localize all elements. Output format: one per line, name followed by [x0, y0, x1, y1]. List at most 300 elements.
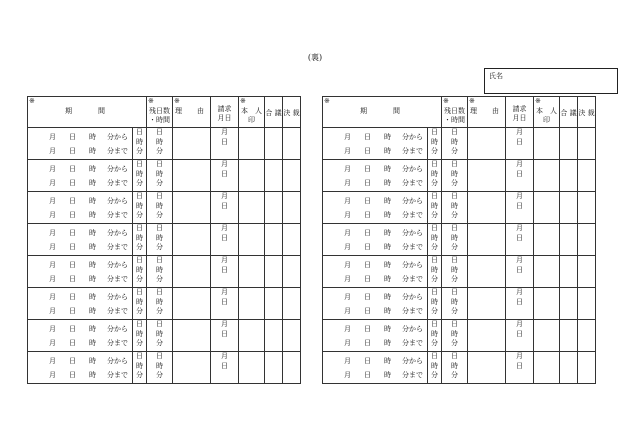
remaining-cell[interactable] [147, 288, 173, 320]
period-month-label: 月 [49, 147, 56, 155]
remaining-day-label: 日 [156, 352, 163, 360]
period-month-label: 月 [49, 325, 56, 333]
remaining-min-label: 分 [156, 243, 163, 251]
remaining-day-label: 日 [156, 224, 163, 232]
duration-cell[interactable] [133, 256, 147, 288]
reason-cell[interactable] [468, 320, 506, 352]
period-month-label: 月 [49, 165, 56, 173]
period-hour-label: 時 [89, 211, 96, 219]
table-row [28, 160, 301, 192]
remaining-day-label: 日 [451, 128, 458, 136]
duration-cell[interactable] [428, 256, 442, 288]
consult-cell[interactable] [265, 224, 283, 256]
reason-cell[interactable] [468, 224, 506, 256]
duration-day-label: 日 [136, 352, 143, 360]
request-date-cell[interactable] [211, 320, 239, 352]
remaining-cell[interactable] [442, 288, 468, 320]
duration-day-label: 日 [431, 256, 438, 264]
reason-header [468, 97, 506, 128]
duration-cell[interactable] [133, 288, 147, 320]
duration-hour-label: 時 [136, 169, 143, 178]
request-month-label: 月 [221, 160, 228, 168]
period-hour-label: 時 [384, 307, 391, 315]
period-hour-label: 時 [384, 357, 391, 365]
reason-cell[interactable] [468, 288, 506, 320]
remaining-min-label: 分 [451, 307, 458, 315]
request-header-label: 請求 [512, 105, 527, 113]
duration-cell[interactable] [428, 288, 442, 320]
period-cell[interactable] [323, 128, 428, 160]
request-date-cell[interactable] [211, 352, 239, 384]
remaining-min-label: 分 [451, 339, 458, 347]
period-hour-label: 時 [384, 133, 391, 141]
duration-day-label: 日 [136, 128, 143, 136]
self-seal-cell[interactable] [239, 256, 265, 288]
consult-cell[interactable] [560, 352, 578, 384]
duration-cell[interactable] [133, 192, 147, 224]
duration-min-label: 分 [431, 371, 438, 379]
request-date-cell[interactable] [211, 160, 239, 192]
period-month-label: 月 [49, 229, 56, 237]
period-day-label: 日 [364, 357, 371, 365]
period-hour-label: 時 [384, 293, 391, 301]
duration-day-label: 日 [431, 320, 438, 328]
period-from-label: 分から [402, 165, 423, 173]
reason-cell[interactable] [173, 224, 211, 256]
duration-cell[interactable] [428, 320, 442, 352]
period-day-label: 日 [364, 339, 371, 347]
self-seal-header-sub: 印 [543, 116, 550, 124]
period-hour-label: 時 [384, 197, 391, 205]
duration-day-label: 日 [136, 288, 143, 296]
period-until-label: 分まで [107, 339, 128, 347]
request-header-label: 請求 [217, 105, 232, 113]
consult-header [560, 97, 578, 128]
consult-cell[interactable] [265, 192, 283, 224]
table-row [323, 128, 596, 160]
remaining-header-label: 残日数 [444, 107, 465, 115]
request-day-label: 日 [516, 233, 523, 242]
self-seal-header [534, 97, 560, 128]
reason-cell[interactable] [468, 160, 506, 192]
approve-cell[interactable] [283, 320, 301, 352]
remaining-cell[interactable] [147, 352, 173, 384]
self-seal-cell[interactable] [534, 288, 560, 320]
period-day-label: 日 [69, 275, 76, 283]
remaining-header-label: 残日数 [149, 107, 170, 115]
period-cell[interactable] [28, 256, 133, 288]
remaining-min-label: 分 [156, 339, 163, 347]
duration-hour-label: 時 [431, 233, 438, 242]
period-cell[interactable] [28, 352, 133, 384]
period-hour-label: 時 [89, 293, 96, 301]
request-month-label: 月 [516, 160, 523, 168]
consult-cell[interactable] [560, 128, 578, 160]
duration-cell[interactable] [133, 224, 147, 256]
consult-cell[interactable] [265, 288, 283, 320]
period-hour-label: 時 [89, 371, 96, 379]
request-date-cell[interactable] [506, 256, 534, 288]
request-date-cell[interactable] [211, 192, 239, 224]
self-seal-cell[interactable] [534, 128, 560, 160]
period-header-label: 期 間 [360, 107, 404, 115]
period-day-label: 日 [364, 275, 371, 283]
duration-cell[interactable] [133, 352, 147, 384]
approve-cell[interactable] [283, 128, 301, 160]
remaining-day-label: 日 [451, 192, 458, 200]
remaining-cell[interactable] [147, 320, 173, 352]
remaining-cell[interactable] [147, 224, 173, 256]
duration-hour-label: 時 [136, 361, 143, 370]
request-date-cell[interactable] [211, 224, 239, 256]
reason-cell[interactable] [468, 256, 506, 288]
consult-header [265, 97, 283, 128]
remaining-hour-label: 時 [156, 361, 163, 370]
approve-cell[interactable] [283, 352, 301, 384]
period-hour-label: 時 [384, 147, 391, 155]
duration-min-label: 分 [136, 339, 143, 347]
remaining-min-label: 分 [156, 179, 163, 187]
remaining-cell[interactable] [147, 128, 173, 160]
approve-cell[interactable] [283, 288, 301, 320]
period-cell[interactable] [28, 160, 133, 192]
approve-header-label: 決 裁 [283, 109, 300, 117]
duration-min-label: 分 [136, 147, 143, 155]
duration-min-label: 分 [136, 211, 143, 219]
reason-cell[interactable] [468, 128, 506, 160]
period-day-label: 日 [69, 371, 76, 379]
period-day-label: 日 [364, 133, 371, 141]
self-seal-header-label: 本 人 [241, 107, 262, 115]
duration-hour-label: 時 [136, 265, 143, 274]
consult-cell[interactable] [560, 160, 578, 192]
approve-cell[interactable] [283, 256, 301, 288]
period-cell[interactable] [28, 288, 133, 320]
request-date-cell[interactable] [506, 288, 534, 320]
consult-cell[interactable] [265, 128, 283, 160]
period-month-label: 月 [344, 229, 351, 237]
period-month-label: 月 [49, 307, 56, 315]
duration-cell[interactable] [133, 128, 147, 160]
approve-cell[interactable] [578, 320, 596, 352]
request-month-label: 月 [221, 224, 228, 232]
approve-header [283, 97, 301, 128]
approve-cell[interactable] [283, 192, 301, 224]
period-hour-label: 時 [89, 147, 96, 155]
request-month-label: 月 [516, 224, 523, 232]
request-day-label: 日 [221, 297, 228, 306]
request-day-label: 日 [221, 201, 228, 210]
request-date-cell[interactable] [506, 192, 534, 224]
consult-cell[interactable] [265, 320, 283, 352]
approve-cell[interactable] [578, 128, 596, 160]
remaining-cell[interactable] [442, 352, 468, 384]
approve-cell[interactable] [283, 160, 301, 192]
table-row [323, 160, 596, 192]
period-header [323, 97, 442, 128]
duration-min-label: 分 [136, 371, 143, 379]
period-until-label: 分まで [402, 275, 423, 283]
period-day-label: 日 [69, 133, 76, 141]
remaining-hour-label: 時 [451, 329, 458, 338]
request-date-cell[interactable] [211, 128, 239, 160]
remaining-min-label: 分 [156, 275, 163, 283]
period-from-label: 分から [107, 325, 128, 333]
request-month-label: 月 [516, 288, 523, 296]
request-month-label: 月 [221, 192, 228, 200]
remaining-cell[interactable] [442, 224, 468, 256]
period-hour-label: 時 [89, 261, 96, 269]
period-day-label: 日 [69, 339, 76, 347]
period-cell[interactable] [28, 192, 133, 224]
duration-day-label: 日 [431, 160, 438, 168]
request-day-label: 日 [516, 297, 523, 306]
request-month-label: 月 [516, 320, 523, 328]
duration-cell[interactable] [428, 128, 442, 160]
period-day-label: 日 [69, 261, 76, 269]
header-row [323, 97, 596, 128]
approve-cell[interactable] [578, 352, 596, 384]
reason-cell[interactable] [173, 192, 211, 224]
table-row [28, 288, 301, 320]
period-day-label: 日 [69, 357, 76, 365]
remaining-hour-label: 時 [451, 201, 458, 210]
approve-cell[interactable] [578, 160, 596, 192]
duration-day-label: 日 [431, 288, 438, 296]
reason-cell[interactable] [468, 192, 506, 224]
period-day-label: 日 [364, 261, 371, 269]
remaining-cell[interactable] [147, 192, 173, 224]
request-date-cell[interactable] [506, 352, 534, 384]
consult-cell[interactable] [265, 352, 283, 384]
remaining-day-label: 日 [156, 320, 163, 328]
period-cell[interactable] [323, 192, 428, 224]
leave-table-right [322, 96, 596, 384]
period-until-label: 分まで [107, 307, 128, 315]
remaining-day-label: 日 [156, 256, 163, 264]
approve-cell[interactable] [578, 224, 596, 256]
duration-min-label: 分 [136, 307, 143, 315]
reason-cell[interactable] [468, 352, 506, 384]
consult-cell[interactable] [265, 160, 283, 192]
name-field[interactable] [484, 68, 618, 94]
period-hour-label: 時 [89, 243, 96, 251]
duration-cell[interactable] [428, 352, 442, 384]
period-cell[interactable] [323, 256, 428, 288]
self-seal-cell[interactable] [239, 128, 265, 160]
reason-cell[interactable] [173, 320, 211, 352]
consult-cell[interactable] [560, 320, 578, 352]
request-day-label: 日 [516, 329, 523, 338]
period-from-label: 分から [107, 293, 128, 301]
request-day-label: 日 [221, 329, 228, 338]
period-cell[interactable] [28, 224, 133, 256]
period-cell[interactable] [28, 320, 133, 352]
remaining-hour-label: 時 [451, 137, 458, 146]
request-date-cell[interactable] [211, 288, 239, 320]
period-from-label: 分から [402, 133, 423, 141]
remaining-cell[interactable] [442, 256, 468, 288]
approve-cell[interactable] [578, 288, 596, 320]
duration-min-label: 分 [136, 243, 143, 251]
self-seal-cell[interactable] [239, 352, 265, 384]
period-cell[interactable] [323, 224, 428, 256]
consult-cell[interactable] [560, 192, 578, 224]
remaining-day-label: 日 [156, 128, 163, 136]
consult-cell[interactable] [560, 224, 578, 256]
remaining-cell[interactable] [147, 160, 173, 192]
duration-cell[interactable] [133, 160, 147, 192]
self-seal-header-label: 本 人 [536, 107, 557, 115]
request-date-cell[interactable] [506, 320, 534, 352]
table-row [323, 352, 596, 384]
self-seal-cell[interactable] [534, 192, 560, 224]
duration-cell[interactable] [133, 320, 147, 352]
request-day-label: 日 [221, 169, 228, 178]
remaining-cell[interactable] [442, 192, 468, 224]
request-date-header [211, 97, 239, 128]
request-date-cell[interactable] [506, 160, 534, 192]
self-seal-cell[interactable] [239, 160, 265, 192]
period-until-label: 分まで [402, 339, 423, 347]
period-cell[interactable] [323, 352, 428, 384]
duration-cell[interactable] [428, 224, 442, 256]
request-date-cell[interactable] [506, 128, 534, 160]
asterisk-mark: ※ [535, 97, 541, 105]
period-cell[interactable] [28, 128, 133, 160]
table-row [28, 320, 301, 352]
duration-cell[interactable] [428, 192, 442, 224]
period-from-label: 分から [402, 197, 423, 205]
request-date-cell[interactable] [211, 256, 239, 288]
reason-cell[interactable] [173, 288, 211, 320]
approve-cell[interactable] [283, 224, 301, 256]
period-hour-label: 時 [89, 275, 96, 283]
self-seal-cell[interactable] [239, 192, 265, 224]
approve-header [578, 97, 596, 128]
period-month-label: 月 [49, 357, 56, 365]
asterisk-mark: ※ [443, 97, 449, 105]
period-month-label: 月 [49, 293, 56, 301]
duration-hour-label: 時 [136, 297, 143, 306]
consult-cell[interactable] [560, 288, 578, 320]
request-month-label: 月 [221, 128, 228, 136]
period-month-label: 月 [344, 147, 351, 155]
period-month-label: 月 [49, 179, 56, 187]
reason-cell[interactable] [173, 352, 211, 384]
period-until-label: 分まで [107, 147, 128, 155]
self-seal-cell[interactable] [534, 320, 560, 352]
asterisk-mark: ※ [240, 97, 246, 105]
approve-cell[interactable] [578, 192, 596, 224]
period-hour-label: 時 [384, 339, 391, 347]
remaining-cell[interactable] [442, 320, 468, 352]
self-seal-cell[interactable] [239, 320, 265, 352]
approve-cell[interactable] [578, 256, 596, 288]
period-day-label: 日 [69, 229, 76, 237]
remaining-cell[interactable] [147, 256, 173, 288]
request-day-label: 日 [516, 137, 523, 146]
period-hour-label: 時 [384, 261, 391, 269]
request-date-header [506, 97, 534, 128]
period-day-label: 日 [364, 197, 371, 205]
period-hour-label: 時 [384, 211, 391, 219]
period-hour-label: 時 [89, 357, 96, 365]
remaining-hour-label: 時 [156, 297, 163, 306]
period-from-label: 分から [107, 357, 128, 365]
reason-cell[interactable] [173, 256, 211, 288]
reason-cell[interactable] [173, 128, 211, 160]
remaining-cell[interactable] [442, 160, 468, 192]
consult-cell[interactable] [560, 256, 578, 288]
remaining-hour-label: 時 [451, 361, 458, 370]
remaining-day-label: 日 [451, 160, 458, 168]
duration-hour-label: 時 [136, 201, 143, 210]
period-day-label: 日 [69, 179, 76, 187]
period-from-label: 分から [107, 229, 128, 237]
self-seal-cell[interactable] [534, 256, 560, 288]
reason-header [173, 97, 211, 128]
period-hour-label: 時 [384, 371, 391, 379]
duration-min-label: 分 [431, 339, 438, 347]
remaining-hour-label: 時 [156, 265, 163, 274]
period-from-label: 分から [402, 325, 423, 333]
remaining-min-label: 分 [451, 211, 458, 219]
request-date-cell[interactable] [506, 224, 534, 256]
remaining-cell[interactable] [442, 128, 468, 160]
period-day-label: 日 [69, 243, 76, 251]
self-seal-cell[interactable] [534, 352, 560, 384]
period-month-label: 月 [344, 275, 351, 283]
reason-cell[interactable] [173, 160, 211, 192]
period-month-label: 月 [344, 165, 351, 173]
remaining-min-label: 分 [156, 307, 163, 315]
period-day-label: 日 [364, 325, 371, 333]
duration-day-label: 日 [431, 224, 438, 232]
self-seal-cell[interactable] [239, 224, 265, 256]
duration-cell[interactable] [428, 160, 442, 192]
period-hour-label: 時 [89, 165, 96, 173]
period-from-label: 分から [107, 165, 128, 173]
remaining-hour-label: 時 [451, 233, 458, 242]
period-hour-label: 時 [89, 179, 96, 187]
period-until-label: 分まで [107, 211, 128, 219]
remaining-hour-label: 時 [156, 329, 163, 338]
asterisk-mark: ※ [29, 97, 35, 105]
period-from-label: 分から [402, 261, 423, 269]
period-day-label: 日 [69, 197, 76, 205]
period-month-label: 月 [344, 339, 351, 347]
period-header-label: 期 間 [65, 107, 109, 115]
remaining-day-label: 日 [451, 352, 458, 360]
self-seal-cell[interactable] [534, 224, 560, 256]
self-seal-cell[interactable] [239, 288, 265, 320]
remaining-hour-label: 時 [451, 169, 458, 178]
duration-day-label: 日 [136, 224, 143, 232]
leave-table-left [27, 96, 301, 384]
approve-header-label: 決 裁 [578, 109, 595, 117]
period-cell[interactable] [323, 320, 428, 352]
consult-cell[interactable] [265, 256, 283, 288]
period-cell[interactable] [323, 160, 428, 192]
request-month-label: 月 [516, 256, 523, 264]
remaining-min-label: 分 [451, 243, 458, 251]
table-row [28, 192, 301, 224]
self-seal-cell[interactable] [534, 160, 560, 192]
period-cell[interactable] [323, 288, 428, 320]
period-month-label: 月 [49, 211, 56, 219]
period-from-label: 分から [107, 197, 128, 205]
